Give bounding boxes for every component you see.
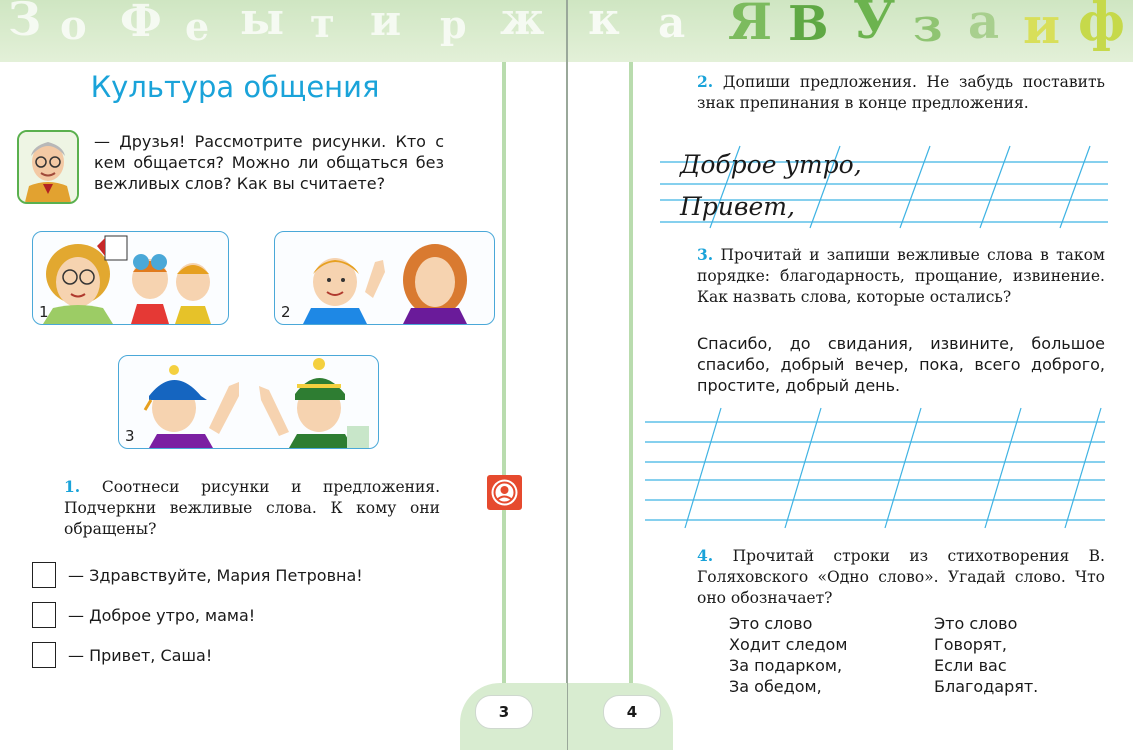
poem-line: Ходит следом	[729, 635, 848, 654]
poem-line: Говорят,	[934, 635, 1007, 654]
picture-number: 2	[281, 303, 291, 321]
option-text: — Привет, Саша!	[68, 645, 213, 665]
writing-ruling	[645, 406, 1105, 534]
poem-line: За подарком,	[729, 656, 843, 675]
answer-checkbox[interactable]	[32, 562, 56, 588]
exercise-text: Соотнеси рисунки и предложения. Подчеркни вежливые слова. К кому они обращены?	[64, 478, 441, 538]
poem-line: Это слово	[934, 614, 1018, 633]
picture-1	[32, 231, 229, 325]
exercise-text: Прочитай строки из стихотворения В. Голяховского «Одно слово». Угадай слово. Что оно обозначает?	[697, 547, 1105, 607]
exercise-number: 4.	[697, 546, 714, 565]
option-text: — Доброе утро, мама!	[68, 605, 256, 625]
poem-line: Это слово	[729, 614, 813, 633]
page-number-right: 4	[603, 695, 661, 729]
page-margin-line-right	[629, 62, 633, 702]
intro-text: — Друзья! Рассмотрите рисунки. Кто с кем общается? Можно ли общаться без вежливых слов? Как вы считаете?	[94, 132, 444, 193]
picture-3	[118, 355, 379, 449]
poem-column-left	[729, 613, 847, 697]
reading-task-icon	[487, 475, 522, 510]
teacher-avatar	[17, 130, 79, 204]
exercise-4	[697, 545, 1105, 609]
handwritten-line-2: Привет,	[680, 192, 795, 221]
poem-line: Благодарят.	[934, 677, 1039, 696]
header-decoration-right: к а Я В У з а и ф	[568, 0, 1133, 62]
picture-number: 1	[39, 303, 49, 321]
option-row	[32, 642, 212, 668]
poem-column-right	[934, 613, 1038, 697]
exercise-number: 1.	[64, 477, 81, 496]
exercise-number: 3.	[697, 245, 714, 264]
page-title: Культура общения	[90, 70, 380, 104]
exercise-2	[697, 71, 1105, 114]
exercise-1	[64, 476, 440, 540]
answer-checkbox[interactable]	[32, 642, 56, 668]
poem-line: Если вас	[934, 656, 1007, 675]
exercise-3	[697, 244, 1105, 308]
option-text: — Здравствуйте, Мария Петровна!	[68, 565, 363, 585]
picture-number: 3	[125, 427, 135, 445]
option-row	[32, 602, 255, 628]
exercise-text: Прочитай и запиши вежливые слова в таком порядке: благодарность, прощание, извинение. Как назвать слова, которые остались?	[697, 246, 1105, 306]
picture-2	[274, 231, 495, 325]
exercise-number: 2.	[697, 72, 714, 91]
handwritten-line-1: Доброе утро,	[680, 150, 862, 179]
book-spine	[566, 0, 568, 750]
page-number-left: 3	[475, 695, 533, 729]
page-margin-line-left	[502, 62, 506, 702]
option-row	[32, 562, 363, 588]
poem-line: За обедом,	[729, 677, 822, 696]
exercise-text: Допиши предложения. Не забудь поставить знак препинания в конце предложения.	[697, 73, 1105, 112]
exercise-3-words: Спасибо, до свидания, извините, большое спасибо, добрый вечер, пока, всего доброго, простите, добрый день.	[697, 334, 1105, 395]
header-decoration-left: З о Ф е ы т и р ж	[0, 0, 567, 62]
answer-checkbox[interactable]	[32, 602, 56, 628]
